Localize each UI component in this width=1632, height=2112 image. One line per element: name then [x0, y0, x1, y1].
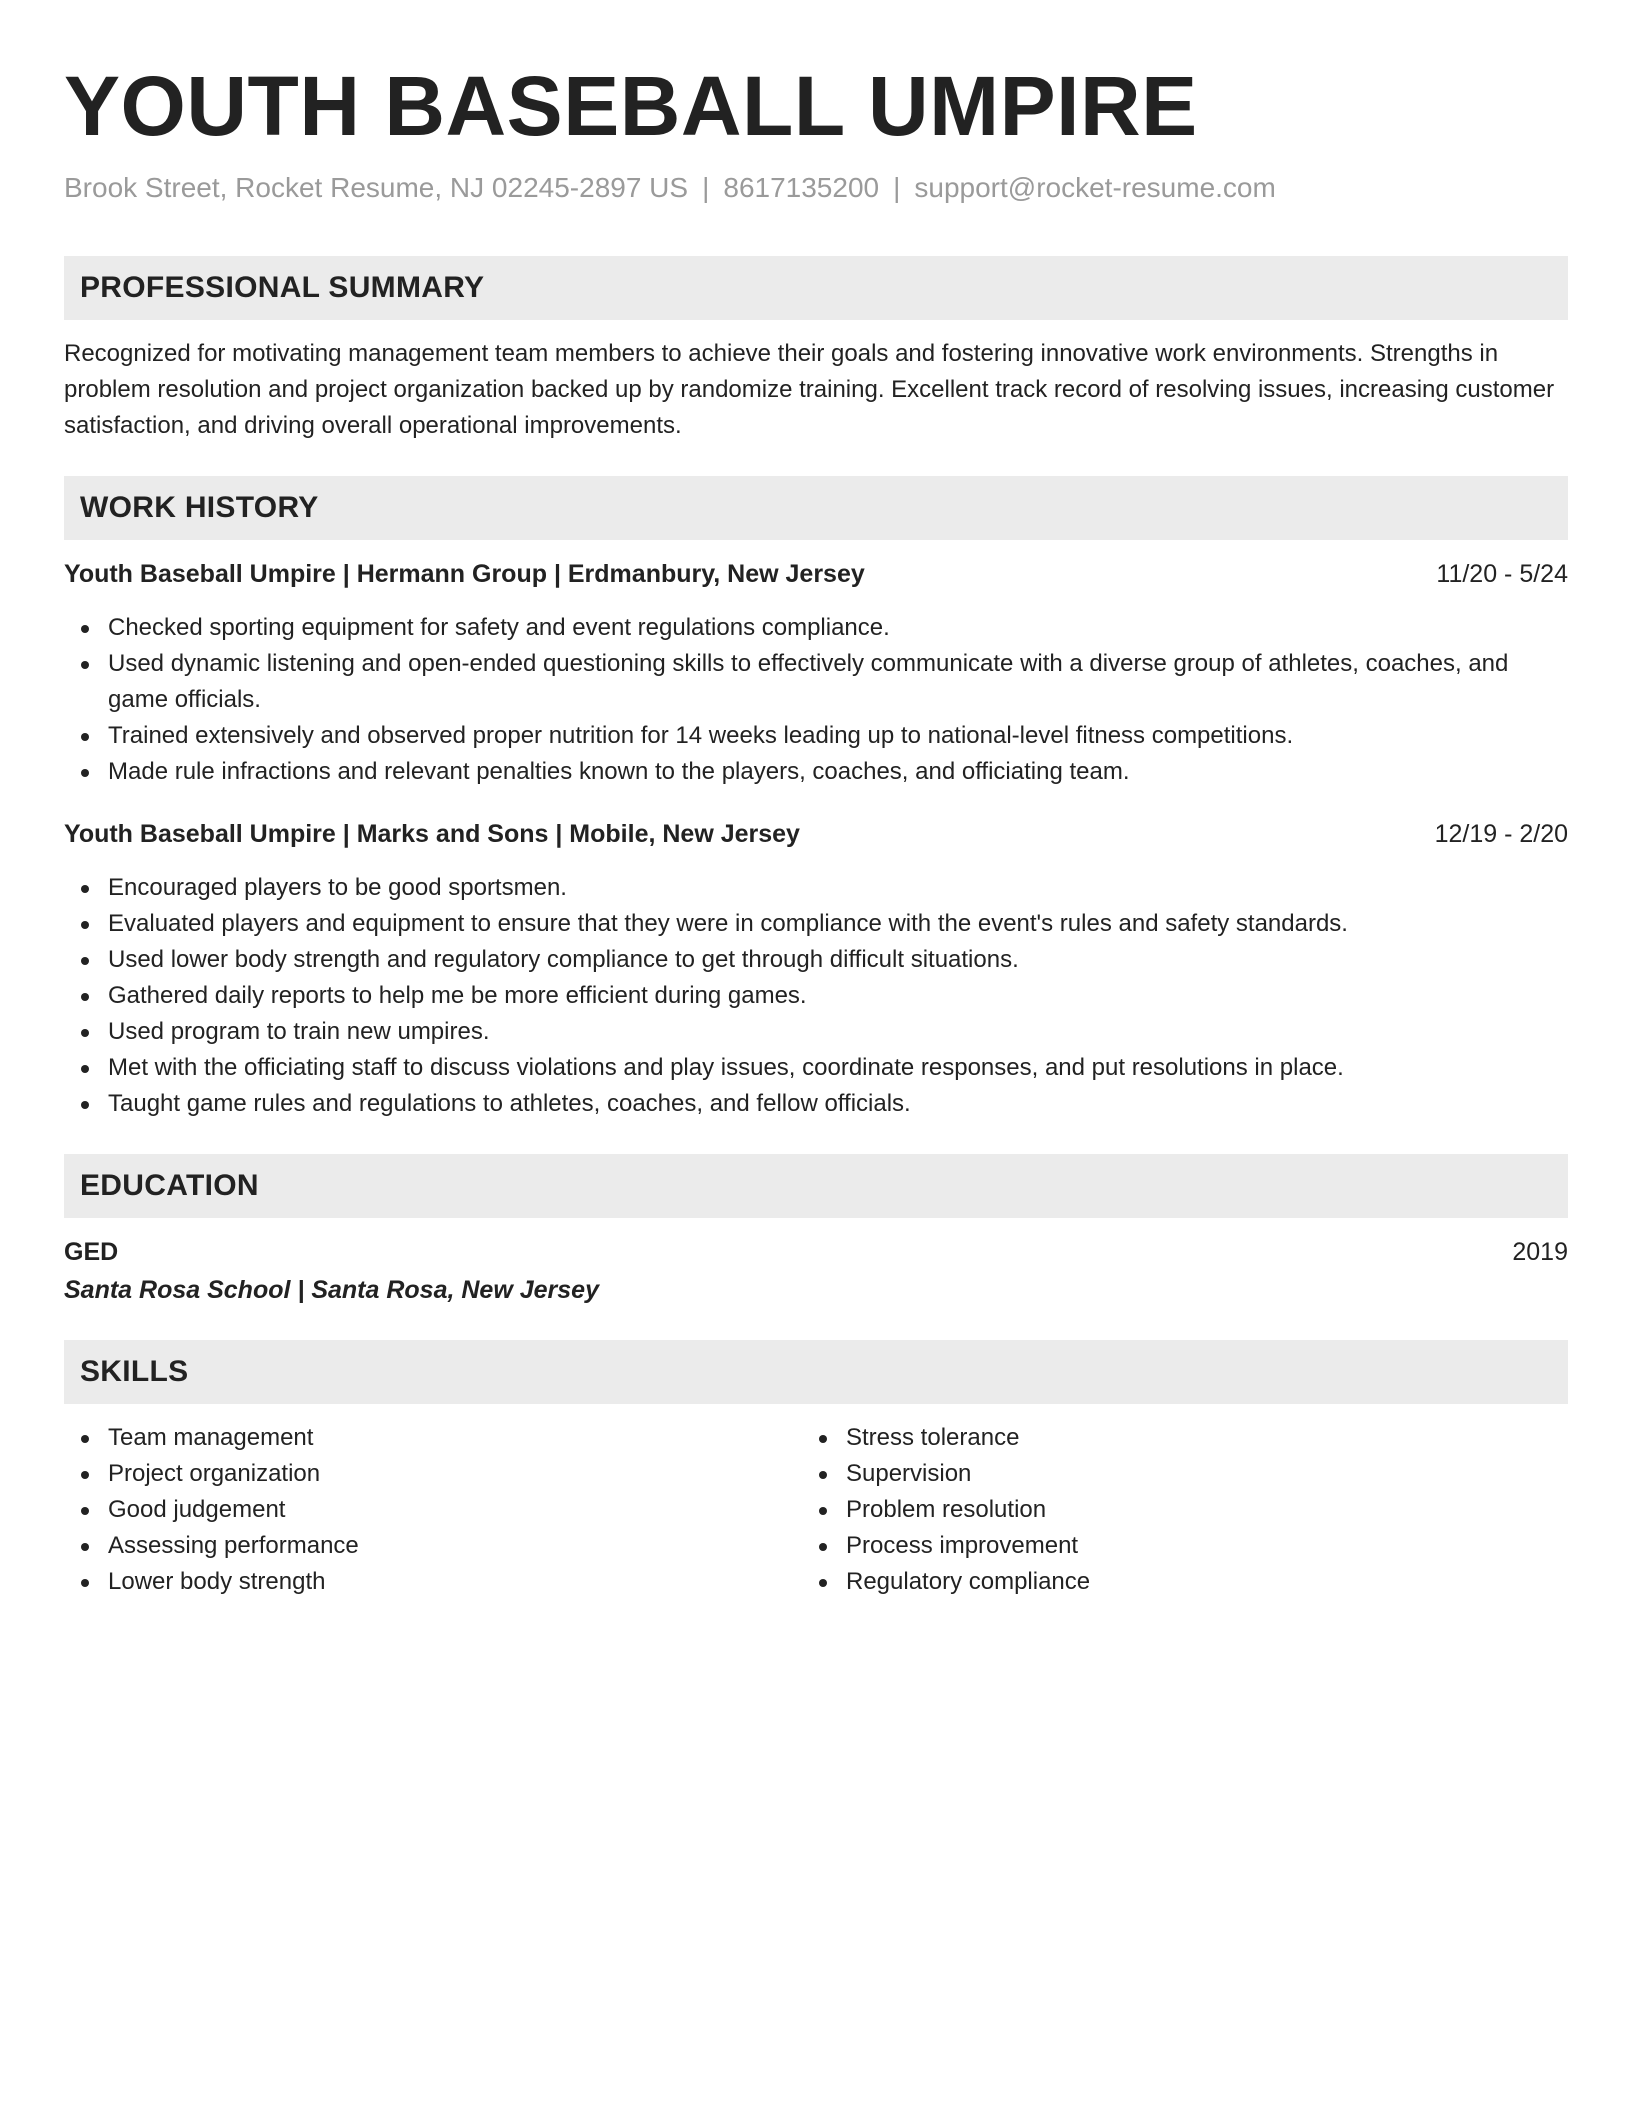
- education-degree: GED: [64, 1238, 119, 1266]
- contact-phone: 8617135200: [723, 172, 880, 203]
- education-school: Santa Rosa School | Santa Rosa, New Jersey: [64, 1276, 599, 1304]
- job-header: [64, 816, 1568, 852]
- skills-list-right: [802, 1420, 1540, 1600]
- job-bullet: Encouraged players to be good sportsmen.: [64, 870, 1568, 906]
- job-bullet-list: [64, 610, 1568, 790]
- resume-name: YOUTH BASEBALL UMPIRE: [64, 59, 1198, 153]
- skill-item: Lower body strength: [64, 1564, 802, 1600]
- contact-line: [64, 170, 1568, 206]
- job-dates: 11/20 - 5/24: [1436, 560, 1568, 588]
- contact-address: Brook Street, Rocket Resume, NJ 02245-2897 US: [64, 172, 689, 203]
- job-bullet: Trained extensively and observed proper nutrition for 14 weeks leading up to national-level fitness competitions.: [64, 718, 1568, 754]
- skill-item: Process improvement: [802, 1528, 1540, 1564]
- contact-email: support@rocket-resume.com: [914, 172, 1276, 203]
- job-bullet: Checked sporting equipment for safety and event regulations compliance.: [64, 610, 1568, 646]
- skill-item: Project organization: [64, 1456, 802, 1492]
- job-dates: 12/19 - 2/20: [1434, 820, 1568, 848]
- skills-heading: SKILLS: [64, 1340, 1568, 1404]
- summary-text: Recognized for motivating management team members to achieve their goals and fostering innovative work environments. Strengths in problem resolution and project organization backed up by randomize training. Excellent track record of resolving issues, increasing customer satisfaction, and driving overall operational improvements.: [64, 340, 1555, 439]
- skill-item: Assessing performance: [64, 1528, 802, 1564]
- education-row: [64, 1234, 1568, 1270]
- job-bullet: Met with the officiating staff to discuss violations and play issues, coordinate responses, and put resolutions in place.: [64, 1050, 1568, 1086]
- job-bullet: Evaluated players and equipment to ensure that they were in compliance with the event's rules and safety standards.: [64, 906, 1568, 942]
- job-header: [64, 556, 1568, 592]
- work-history-heading: WORK HISTORY: [64, 476, 1568, 540]
- job-title: Youth Baseball Umpire | Marks and Sons | Mobile, New Jersey: [64, 820, 800, 848]
- job-bullet: Made rule infractions and relevant penalties known to the players, coaches, and officiating team.: [64, 754, 1568, 790]
- education-heading: EDUCATION: [64, 1154, 1568, 1218]
- job-bullet: Gathered daily reports to help me be more efficient during games.: [64, 978, 1568, 1014]
- job-title: Youth Baseball Umpire | Hermann Group | Erdmanbury, New Jersey: [64, 560, 865, 588]
- skill-item: Supervision: [802, 1456, 1540, 1492]
- contact-separator: |: [893, 172, 901, 203]
- job-bullet: Used program to train new umpires.: [64, 1014, 1568, 1050]
- job-bullet: Taught game rules and regulations to athletes, coaches, and fellow officials.: [64, 1086, 1568, 1122]
- contact-separator: |: [702, 172, 710, 203]
- skill-item: Problem resolution: [802, 1492, 1540, 1528]
- job-bullet: Used lower body strength and regulatory compliance to get through difficult situations.: [64, 942, 1568, 978]
- summary-heading: PROFESSIONAL SUMMARY: [64, 256, 1568, 320]
- job-bullet: Used dynamic listening and open-ended questioning skills to effectively communicate with a diverse group of athletes, coaches, and game officials.: [64, 646, 1568, 718]
- education-year: 2019: [1512, 1238, 1568, 1266]
- skill-item: Team management: [64, 1420, 802, 1456]
- skill-item: Regulatory compliance: [802, 1564, 1540, 1600]
- skill-item: Good judgement: [64, 1492, 802, 1528]
- job-bullet-list: [64, 870, 1568, 1122]
- skills-list-left: [64, 1420, 802, 1600]
- skills-columns: [64, 1420, 1568, 1600]
- skill-item: Stress tolerance: [802, 1420, 1540, 1456]
